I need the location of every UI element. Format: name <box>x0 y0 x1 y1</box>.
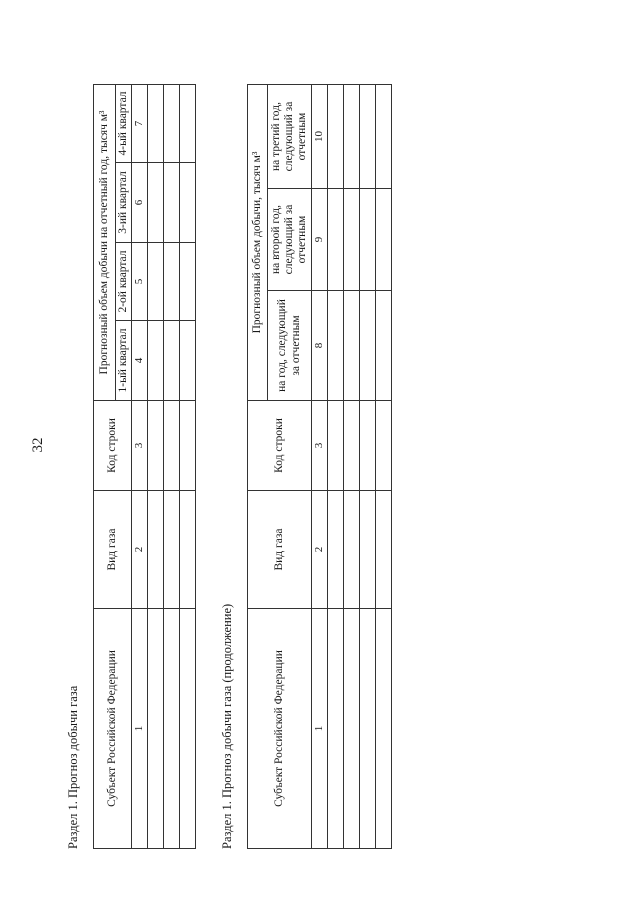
table-cell <box>148 321 164 401</box>
col-number: 3 <box>132 401 148 491</box>
table-cell <box>360 609 376 849</box>
table-row <box>376 85 392 849</box>
table-cell <box>376 609 392 849</box>
table-cell <box>360 85 376 189</box>
table-cell <box>180 401 196 491</box>
table-cell <box>164 609 180 849</box>
col-number: 3 <box>312 401 328 491</box>
table-cell <box>164 84 180 162</box>
table-row <box>180 84 196 848</box>
header-line-code: Код строки <box>248 401 312 491</box>
section2-caption: Раздел 1. Прогноз добычи газа (продолжение) <box>220 603 234 849</box>
table-row <box>328 85 344 849</box>
section1-caption: Раздел 1. Прогноз добычи газа <box>66 685 80 849</box>
table-cell <box>376 491 392 609</box>
header-q3: 3-ий квартал <box>116 163 132 243</box>
table-cell <box>164 321 180 401</box>
section1-table <box>93 84 196 849</box>
header-gas-type: Вид газа <box>94 491 132 609</box>
table-cell <box>180 321 196 401</box>
header-line-code: Код строки <box>94 401 132 491</box>
header-q1: 1-ый квартал <box>116 321 132 401</box>
table-cell <box>376 291 392 401</box>
header-year2: на второй год, следующий за отчетным <box>268 189 312 291</box>
page-number: 32 <box>30 437 46 453</box>
table-cell <box>148 491 164 609</box>
section2-table <box>247 84 392 849</box>
table-cell <box>148 163 164 243</box>
table-cell <box>360 291 376 401</box>
table-cell <box>164 491 180 609</box>
header-group: Прогнозный объем добычи, тысяч м³ <box>248 85 268 401</box>
col-number: 2 <box>132 491 148 609</box>
table-row <box>164 84 180 848</box>
column-number-row <box>312 85 328 849</box>
header-year1: на год, следующий за отчетным <box>268 291 312 401</box>
table-cell <box>376 189 392 291</box>
table-cell <box>328 401 344 491</box>
col-number: 1 <box>312 609 328 849</box>
table-cell <box>360 491 376 609</box>
col-number: 2 <box>312 491 328 609</box>
col-number: 8 <box>312 291 328 401</box>
header-group: Прогнозный объем добычи на отчетный год, тысяч м³ <box>94 84 116 400</box>
table-cell <box>360 189 376 291</box>
table-header-row <box>248 85 268 849</box>
table-cell <box>148 609 164 849</box>
table-cell <box>328 189 344 291</box>
table-cell <box>148 401 164 491</box>
header-gas-type: Вид газа <box>248 491 312 609</box>
col-number: 7 <box>132 84 148 162</box>
table-cell <box>344 401 360 491</box>
table-cell <box>180 491 196 609</box>
col-number: 6 <box>132 163 148 243</box>
col-number: 5 <box>132 243 148 321</box>
table-cell <box>360 401 376 491</box>
header-year3: на третий год, следующий за отчетным <box>268 85 312 189</box>
table-cell <box>344 609 360 849</box>
table-cell <box>180 84 196 162</box>
table-cell <box>180 163 196 243</box>
table-cell <box>148 84 164 162</box>
header-q4: 4-ый квартал <box>116 84 132 162</box>
header-q2: 2-ой квартал <box>116 243 132 321</box>
col-number: 1 <box>132 609 148 849</box>
table-cell <box>328 85 344 189</box>
table-cell <box>344 291 360 401</box>
table-cell <box>344 85 360 189</box>
table-row <box>344 85 360 849</box>
table-row <box>148 84 164 848</box>
table-cell <box>164 163 180 243</box>
table-cell <box>180 243 196 321</box>
table-cell <box>328 609 344 849</box>
table-cell <box>164 243 180 321</box>
header-subject: Субъект Российской Федерации <box>94 609 132 849</box>
table-cell <box>148 243 164 321</box>
col-number: 9 <box>312 189 328 291</box>
table-cell <box>328 291 344 401</box>
header-subject: Субъект Российской Федерации <box>248 609 312 849</box>
table-cell <box>180 609 196 849</box>
table-cell <box>376 401 392 491</box>
column-number-row <box>132 84 148 848</box>
table-header-row <box>94 84 116 848</box>
col-number: 10 <box>312 85 328 189</box>
table-cell <box>164 401 180 491</box>
table-cell <box>328 491 344 609</box>
table-cell <box>344 189 360 291</box>
table-cell <box>344 491 360 609</box>
table-row <box>360 85 376 849</box>
col-number: 4 <box>132 321 148 401</box>
table-cell <box>376 85 392 189</box>
